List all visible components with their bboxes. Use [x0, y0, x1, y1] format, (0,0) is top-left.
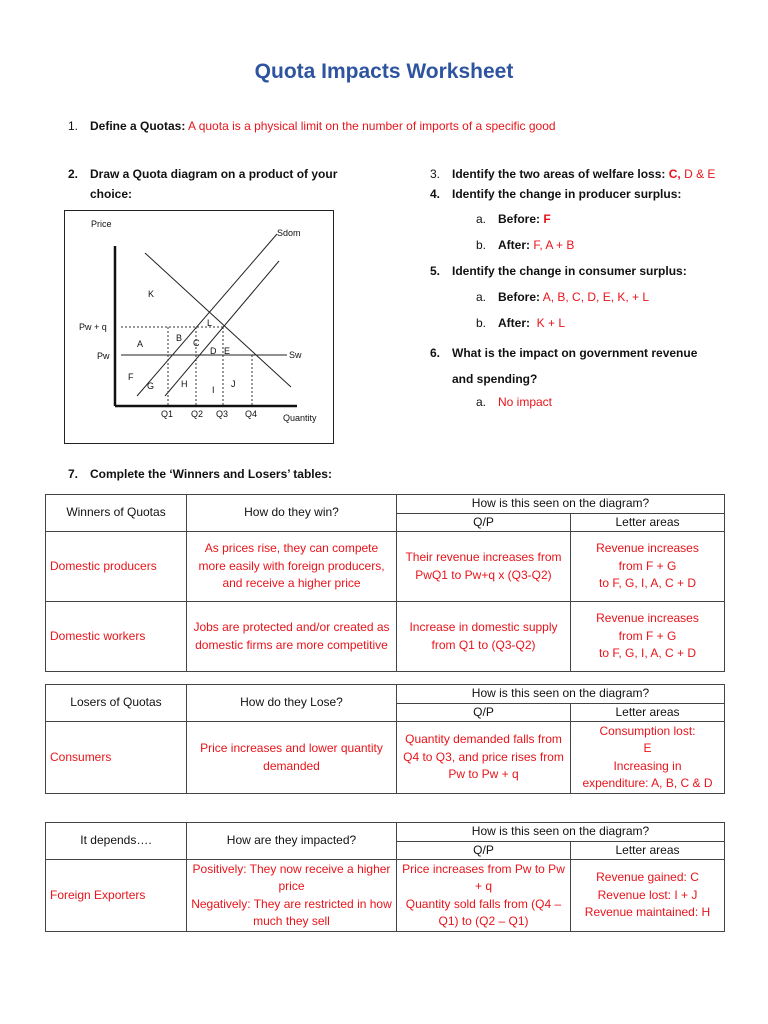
area-e: E: [224, 346, 231, 356]
area-d: D: [210, 346, 217, 356]
question-2: 2. Draw a Quota diagram on a product of your choice:: [68, 167, 338, 201]
question-1: 1. Define a Quotas: A quota is a physical limit on the number of imports of a specific good: [68, 119, 556, 133]
area-j: J: [231, 379, 236, 389]
question-7: 7. Complete the ‘Winners and Losers’ tables:: [68, 467, 332, 481]
question-4a: a. Before: F: [476, 212, 551, 226]
question-5a: a. Before: A, B, C, D, E, K, + L: [476, 290, 650, 304]
q4-label: Q4: [245, 409, 258, 419]
q2-label: Q2: [191, 409, 204, 419]
sdom-label: Sdom: [277, 228, 301, 238]
answer-1: A quota is a physical limit on the number of imports of a specific good: [188, 119, 556, 133]
page-title: Quota Impacts Worksheet: [254, 60, 514, 83]
question-5b: b. After: K + L: [476, 316, 566, 330]
supply-plus-quota-curve: [165, 261, 279, 396]
quantity-axis-label: Quantity: [283, 413, 317, 423]
area-k: K: [148, 289, 155, 299]
area-f: F: [128, 372, 134, 382]
q1-label: Q1: [161, 409, 174, 419]
question-4: 4. Identify the change in producer surplus:: [430, 187, 682, 201]
area-b: B: [176, 333, 183, 343]
area-h: H: [181, 379, 188, 389]
pw-plus-q-label: Pw + q: [79, 322, 107, 332]
question-6a: a. No impact: [476, 395, 553, 409]
price-axis-label: Price: [91, 219, 112, 229]
table-row: Domestic producers As prices rise, they can compete more easily with foreign producers, and receive a higher price Their revenue increases from PwQ1 to Pw+q x (Q3-Q2) Revenue increases from F + G to F, G, I, A, C + D: [46, 532, 725, 602]
losers-table: Losers of Quotas How do they Lose? How is this seen on the diagram? Q/P Letter areas Consumers Price increases and lower quantity demanded Quantity demanded falls from Q4 to Q3, and price rises from Pw to Pw + q Consumption lost: E Increasing in expenditure: A, B, C & D: [45, 684, 725, 794]
area-l: L: [207, 318, 213, 328]
table-row: Consumers Price increases and lower quantity demanded Quantity demanded falls from Q4 to Q3, and price rises from Pw to Pw + q Consumption lost: E Increasing in expenditure: A, B, C & D: [46, 722, 725, 794]
question-6: 6. What is the impact on government revenue and spending?: [430, 346, 698, 386]
table-row: Foreign Exporters Positively: They now receive a higher price Negatively: They are restricted in how much they sell Price increases from Pw to Pw + q Quantity sold falls from (Q4 – Q1) to (Q2 – Q1) Revenue gained: C Revenue lost: I + J Revenue maintained: H: [46, 860, 725, 932]
area-a: A: [137, 339, 144, 349]
quota-diagram: [64, 210, 334, 444]
question-4b: b. After: F, A + B: [476, 238, 575, 252]
domestic-supply-curve: [137, 234, 277, 396]
depends-table: It depends…. How are they impacted? How is this seen on the diagram? Q/P Letter areas Foreign Exporters Positively: They now receive a higher price Negatively: They are restricted in how much they sell Price increases from Pw to Pw + q Quantity sold falls from (Q4 – Q1) to (Q2 – Q1) Revenue gained: C Revenue lost: I + J Revenue maintained: H: [45, 822, 725, 932]
question-3: 3. Identify the two areas of welfare loss: C, D & E: [430, 167, 716, 181]
area-i: I: [212, 385, 215, 395]
q3-label: Q3: [216, 409, 229, 419]
quota-diagram-svg: [65, 211, 333, 443]
sw-label: Sw: [289, 350, 302, 360]
question-5: 5. Identify the change in consumer surplus:: [430, 264, 687, 278]
area-g: G: [147, 381, 155, 391]
winners-table: Winners of Quotas How do they win? How is this seen on the diagram? Q/P Letter areas Domestic producers As prices rise, they can compete more easily with foreign producers, and receive a higher price Their revenue increases from PwQ1 to Pw+q x (Q3-Q2) Revenue increases from F + G to F, G, I, A, C + D Domestic workers Jobs are protected and/or created as domestic firms are more competitive Increase in domestic supply from Q1 to (Q3-Q2) Revenue increases from F + G to F, G, I, A, C + D: [45, 494, 725, 672]
area-c: C: [193, 338, 200, 348]
table-row: Domestic workers Jobs are protected and/or created as domestic firms are more competitive Increase in domestic supply from Q1 to (Q3-Q2) Revenue increases from F + G to F, G, I, A, C + D: [46, 602, 725, 672]
pw-label: Pw: [97, 351, 110, 361]
